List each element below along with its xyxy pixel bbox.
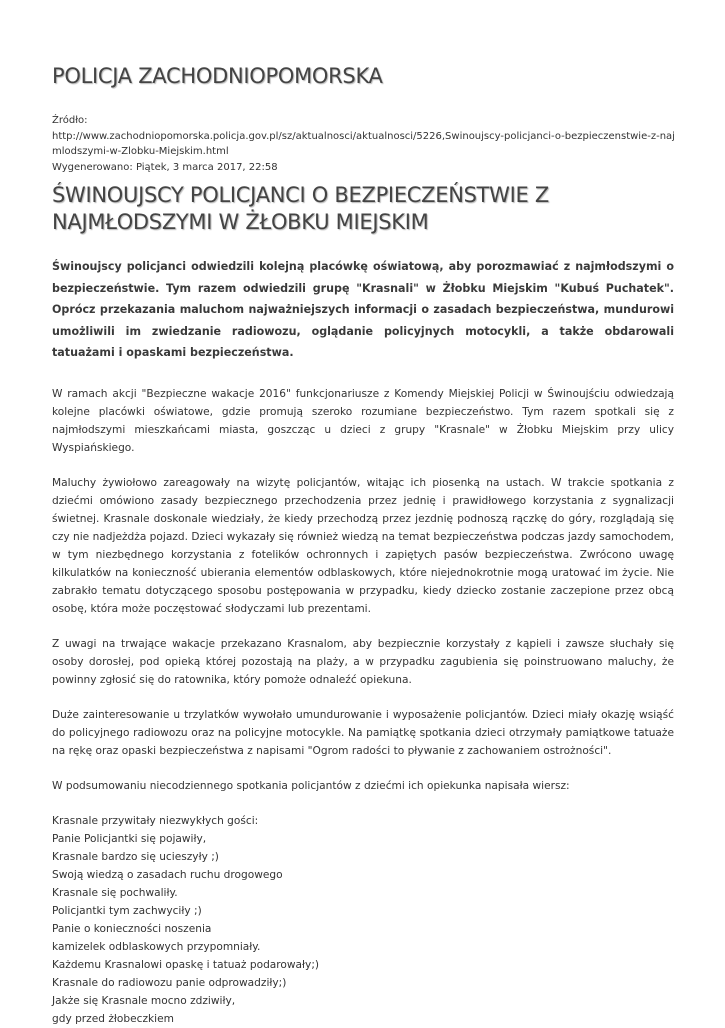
poem-line: gdy przed żłobeczkiem — [52, 1012, 174, 1025]
source-url-line-1[interactable]: http://www.zachodniopomorska.policja.gov.pl/sz/aktualnosci/aktualnosci/5226,Swinoujscy-policjanci-o-bezpieczenstwie-z-naj — [52, 130, 675, 142]
poem-line: Swoją wiedzą o zasadach ruchu drogowego — [52, 868, 283, 881]
paragraph: Maluchy żywiołowo zareagowały na wizytę policjantów, witając ich piosenką na ustach. W trakcie spotkania z dziećmi omówiono zasady bezpiecznego przechodzenia przez jednię i prawidłowego korzystania z sygnalizacji świetnej. Krasnale doskonale wiedziały, że kiedy przechodzą przez jezdnię podnoszą rączkę do góry, rozglądają się czy nie nadjeżdża pojazd. Dzieci wykazały się również wiedzą na temat bezpieczeństwa podczas jazdy samochodem, w tym niezbędnego korzystania z fotelików ochronnych i zapiętych pasów bezpieczeństwa. Zwrócono uwagę kilkulatków na konieczność ubierania elementów odblaskowych, które niejednokrotnie mogą uratować im życie. Nie zabrakło tematu dotyczącego sposobu postępowania w przypadku, kiedy dziecko zostanie zaczepione przez obcą osobę, która może poczęstować słodyczami lub prezentami. — [52, 476, 674, 615]
paragraph: Z uwagi na trwające wakacje przekazano Krasnalom, aby bezpiecznie korzystały z kąpieli i zawsze słuchały się osoby dorosłej, pod opieką której pozostają na plaży, a w przypadku zagubienia się poinstruowano maluchy, że powinny zgłosić się do ratownika, który pomoże odnaleźć opiekuna. — [52, 637, 674, 686]
source-meta — [52, 113, 674, 175]
generated-date: Wygenerowano: Piątek, 3 marca 2017, 22:58 — [52, 161, 278, 173]
poem-line: Panie o konieczności noszenia — [52, 922, 212, 935]
source-url-line-2[interactable]: mlodszymi-w-Zlobku-Miejskim.html — [52, 146, 229, 157]
site-title: POLICJA ZACHODNIOPOMORSKA — [52, 64, 383, 88]
source-label: Źródło: — [52, 115, 88, 126]
poem-line: Krasnale przywitały niezwykłych gości: — [52, 814, 259, 827]
poem-line: Krasnale bardzo się ucieszyły ;) — [52, 850, 219, 863]
paragraph: W ramach akcji "Bezpieczne wakacje 2016" funkcjonariusze z Komendy Miejskiej Policji w Świnoujściu odwiedzają kolejne placówki oświatowe, gdzie promują szeroko rozumiane bezpieczeństwo. Tym razem spotkali się z najmłodszymi mieszkańcami miasta, goszcząc u dzieci z grupy "Krasnale" w Żłobku Miejskim przy ulicy Wyspiańskiego. — [52, 387, 674, 454]
article-body — [52, 256, 674, 1028]
poem-line: Jakże się Krasnale mocno zdziwiły, — [52, 994, 236, 1007]
poem — [52, 812, 674, 1028]
article-title: ŚWINOUJSCY POLICJANCI O BEZPIECZEŃSTWIE Z NAJMŁODSZYMI W ŻŁOBKU MIEJSKIM — [52, 183, 549, 234]
poem-line: kamizelek odblaskowych przypomniały. — [52, 940, 261, 953]
poem-line: Panie Policjantki się pojawiły, — [52, 832, 207, 845]
poem-line: Krasnale do radiowozu panie odprowadziły;) — [52, 976, 287, 989]
poem-line: Krasnale się pochwaliły. — [52, 886, 178, 899]
poem-line: Każdemu Krasnalowi opaskę i tatuaż podarowały;) — [52, 958, 320, 971]
poem-line: Policjantki tym zachwyciły ;) — [52, 904, 202, 917]
paragraph: Duże zainteresowanie u trzylatków wywołało umundurowanie i wyposażenie policjantów. Dzieci miały okazję wsiąść do policyjnego radiowozu oraz na policyjne motocykle. Na pamiątkę spotkania dzieci otrzymały pamiątkowe tatuaże na rękę oraz opaski bezpieczeństwa z napisami "Ogrom radości to pływanie z zachowaniem ostrożności". — [52, 708, 674, 757]
article-lead: Świnoujscy policjanci odwiedzili kolejną placówkę oświatową, aby porozmawiać z najmłodszymi o bezpieczeństwie. Tym razem odwiedzili grupę "Krasnali" w Żłobku Miejskim "Kubuś Puchatek". Oprócz przekazania maluchom najważniejszych informacji o zasadach bezpieczeństwa, mundurowi umożliwili im zwiedzanie radiowozu, oglądanie policyjnych motocykli, a także obdarowali tatuażami i opaskami bezpieczeństwa. — [52, 260, 674, 359]
paragraph: W podsumowaniu niecodziennego spotkania policjantów z dziećmi ich opiekunka napisała wiersz: — [52, 779, 570, 792]
